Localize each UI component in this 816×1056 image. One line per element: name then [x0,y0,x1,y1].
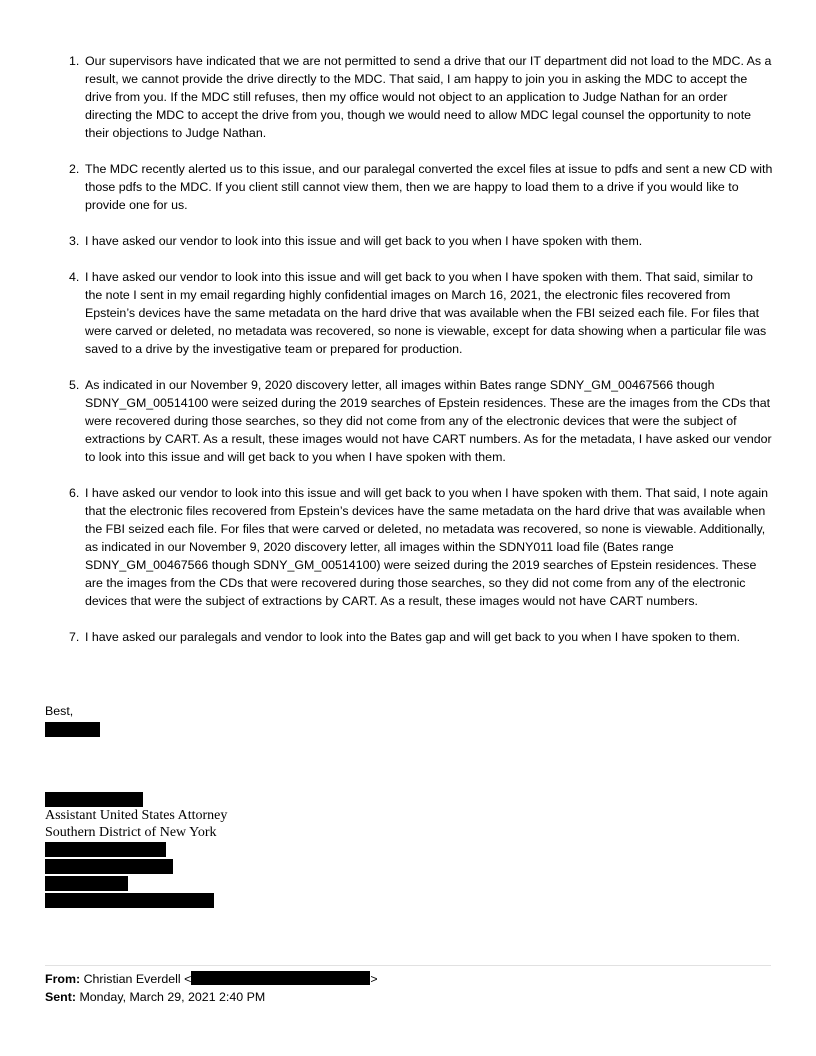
from-line [45,970,378,988]
list-item [69,268,773,358]
item-number: 3. [69,234,80,248]
sent-line [45,988,378,1006]
sent-value: Monday, March 29, 2021 2:40 PM [79,990,266,1004]
signature-block [45,702,227,908]
item-text: I have asked our vendor to look into this issue and will get back to you when I have spoken with them. That said, similar to the note I sent in my email regarding highly confidential images on March 16, 2021, the electronic files recovered from Epstein’s devices have the same metadata on the hard drive that was available when the FBI seized each file. For files that were carved or deleted, no metadata was recovered, so none is viewable, except for data showing when a particular file was saved to a drive by the investigative team or prepared for production. [85,270,767,356]
list-item [69,484,773,610]
redaction-bar [45,859,173,874]
item-text: As indicated in our November 9, 2020 discovery letter, all images within Bates range SDNY_GM_00467566 though SDNY_GM_00514100 were seized during the 2019 searches of Epstein residences. These are the images from the CDs that were recovered during those searches, so they did not come from any of the electronic devices that were the subject of extractions by CART. As a result, these images would not have CART numbers. As for the metadata, I have asked our vendor to look into this issue and will get back to you when I have spoken with them. [85,378,772,464]
list-item [69,52,773,142]
item-number: 6. [69,486,80,500]
item-number: 1. [69,54,80,68]
item-text: I have asked our vendor to look into this issue and will get back to you when I have spoken with them. [85,234,643,248]
list-item [69,376,773,466]
response-list [45,52,773,664]
item-text: I have asked our paralegals and vendor to look into the Bates gap and will get back to you when I have spoken to them. [85,630,741,644]
redaction-bar [45,893,214,908]
list-item [69,232,773,250]
from-label: From: [45,972,81,986]
item-text: I have asked our vendor to look into this issue and will get back to you when I have spoken with them. That said, I note again that the electronic files recovered from Epstein’s devices have the same metadata on the hard drive that was available when the FBI seized each file. For files that were carved or deleted, no metadata was recovered, so none is viewable. Additionally, as indicated in our November 9, 2020 discovery letter, all images within the SDNY011 load file (Bates range SDNY_GM_00467566 though SDNY_GM_00514100) were seized during the 2019 searches of Epstein residences. These are the images from the CDs that were recovered during those searches, so they did not come from any of the electronic devices that were the subject of extractions by CART. As a result, these images would not have CART numbers. [85,486,769,608]
item-number: 4. [69,270,80,284]
redaction-bar [191,971,370,985]
item-number: 2. [69,162,80,176]
closing: Best, [45,704,74,718]
signer-office: Southern District of New York [45,825,217,840]
from-name: Christian Everdell < [83,972,192,986]
from-close: > [370,972,378,986]
sent-label: Sent: [45,990,76,1004]
header-divider [45,965,771,966]
item-text: The MDC recently alerted us to this issue, and our paralegal converted the excel files at issue to pdfs and sent a new CD with those pdfs to the MDC. If you client still cannot view them, then we are happy to load them to a drive if you would like to provide one for us. [85,162,773,212]
redaction-bar [45,842,166,857]
redaction-bar [45,722,100,737]
item-number: 7. [69,630,80,644]
redaction-bar [45,792,143,807]
list-item [69,628,773,646]
list-item [69,160,773,214]
redaction-bar [45,876,128,891]
item-number: 5. [69,378,80,392]
email-header [45,970,378,1006]
signer-title: Assistant United States Attorney [45,808,228,823]
item-text: Our supervisors have indicated that we are not permitted to send a drive that our IT department did not load to the MDC. As a result, we cannot provide the drive directly to the MDC. That said, I am happy to join you in asking the MDC to accept the drive from you. If the MDC still refuses, then my office would not object to an application to Judge Nathan for an order directing the MDC to accept the drive from you, though we would need to allow MDC legal counsel the opportunity to note their objections to Judge Nathan. [85,54,772,140]
